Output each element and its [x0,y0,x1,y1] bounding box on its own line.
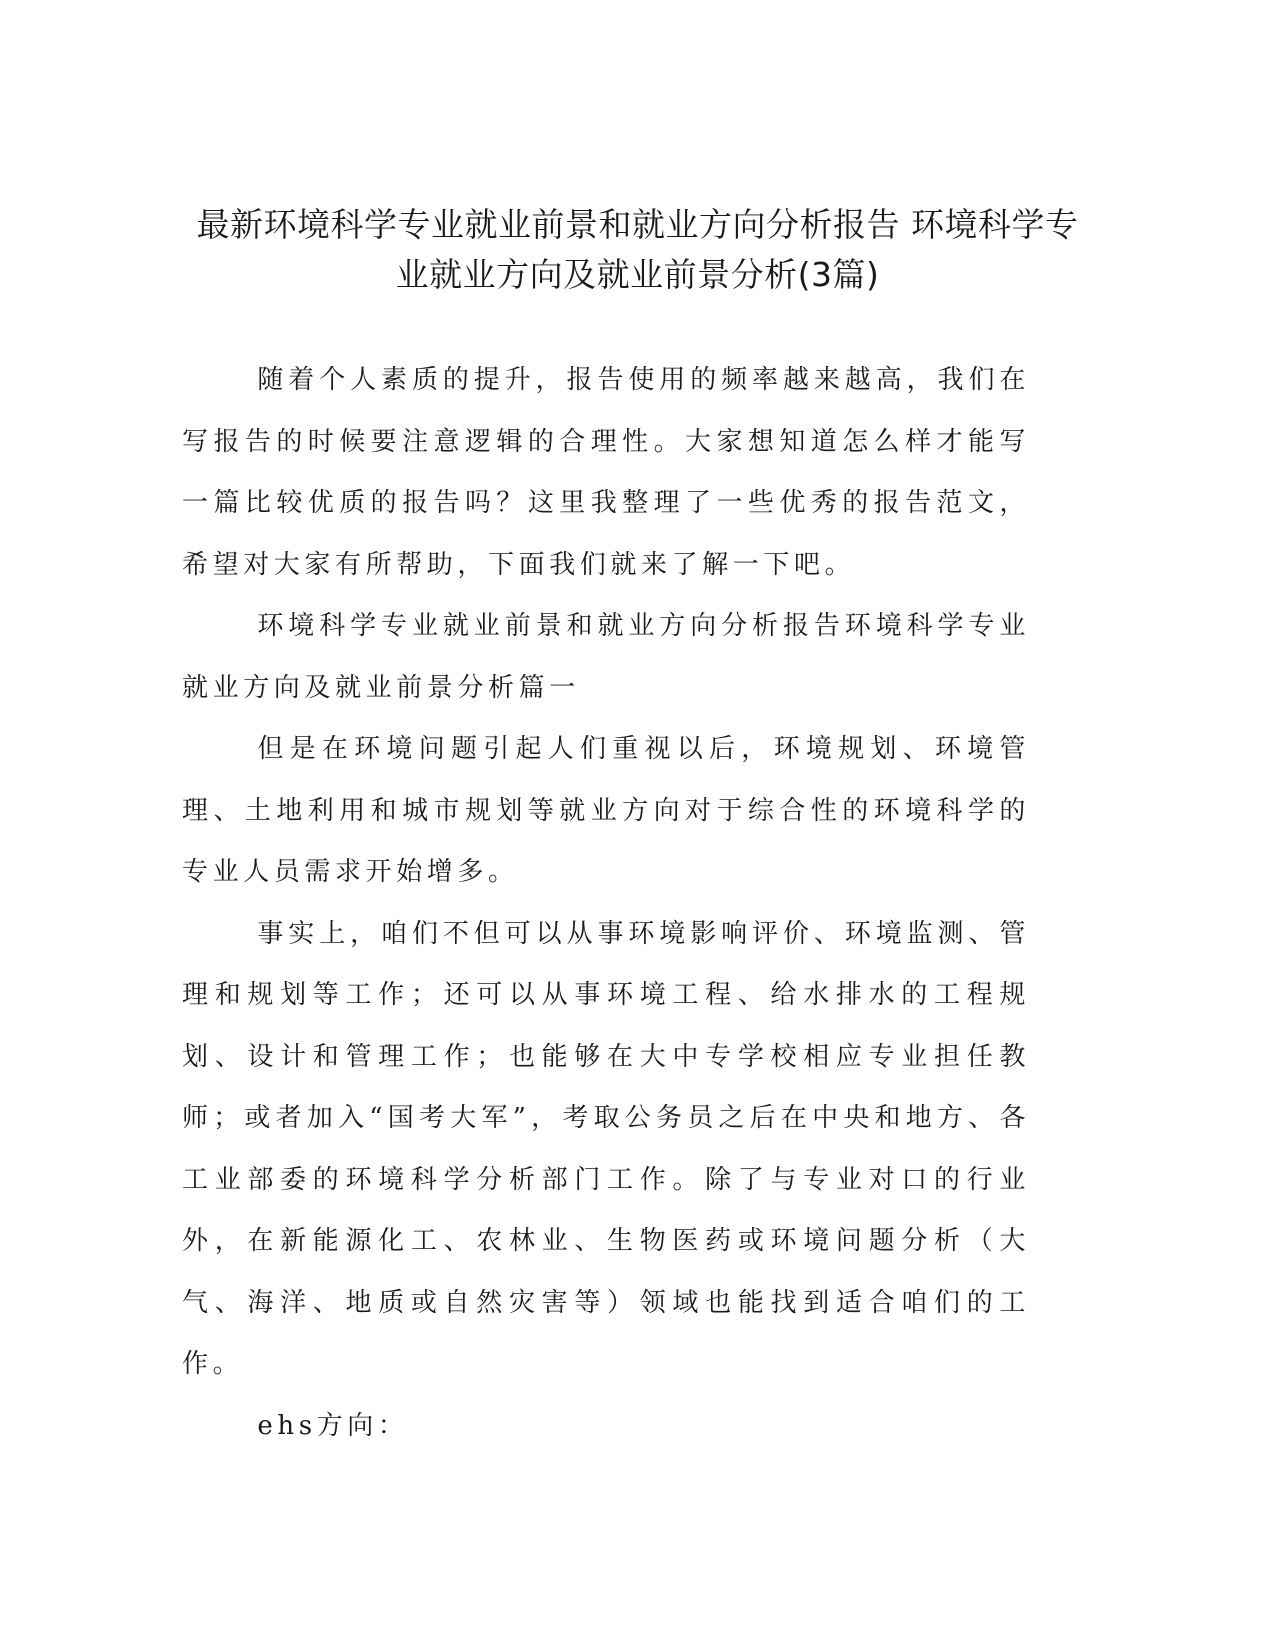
ehs-direction-paragraph: ehs方向： [257,1410,409,1441]
intro-paragraph: 随着个人素质的提升，报告使用的频率越来越高，我们在写报告的时候要注意逻辑的合理性。大家想知道怎么样才能写一篇比较优质的报告吗？这里我整理了一些优秀的报告范文，希望对大家有所帮助，下面我们就来了解一下吧。 [182,365,1030,580]
document-body [182,350,1030,1457]
document-title: 最新环境科学专业就业前景和就业方向分析报告 环境科学专业就业方向及就业前景分析(3篇) [196,205,1079,294]
body-paragraph: 事实上，咱们不但可以从事环境影响评价、环境监测、管理和规划等工作；还可以从事环境工程、给水排水的工程规划、设计和管理工作；也能够在大中专学校相应专业担任教师；或者加入“国考大军”，考取公务员之后在中央和地方、各工业部委的环境科学分析部门工作。除了与专业对口的行业外，在新能源化工、农林业、生物医药或环境问题分析（大气、海洋、地质或自然灾害等）领域也能找到适合咱们的工作。 [182,918,1030,1379]
section-heading-paragraph: 环境科学专业就业前景和就业方向分析报告环境科学专业就业方向及就业前景分析篇一 [182,611,1030,703]
body-paragraph: 但是在环境问题引起人们重视以后，环境规划、环境管理、土地利用和城市规划等就业方向对于综合性的环境科学的专业人员需求开始增多。 [182,734,1030,887]
